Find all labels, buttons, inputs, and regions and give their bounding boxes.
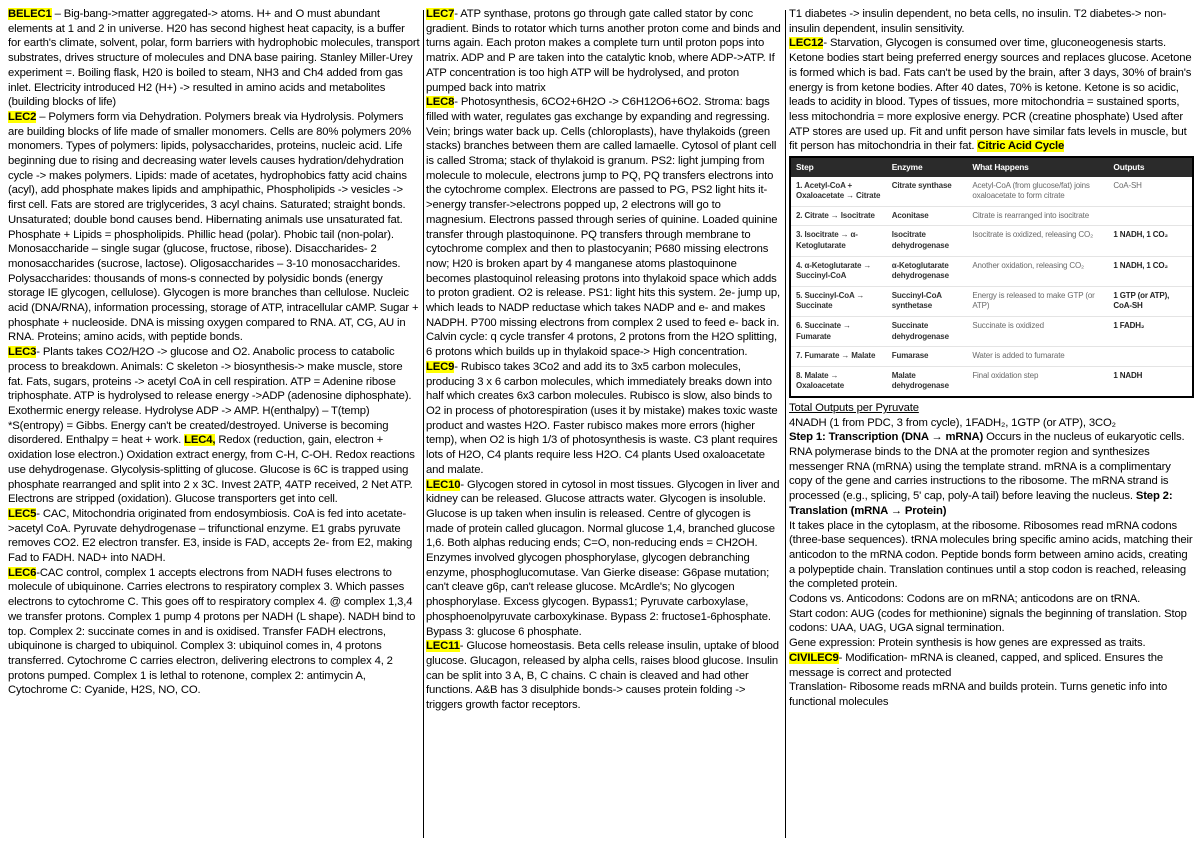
total-outputs-text: 4NADH (1 from PDC, 3 from cycle), 1FADH₂, 1GTP (or ATP), 3CO₂: [789, 416, 1116, 429]
table-cell: Succinate dehydrogenase: [887, 316, 968, 346]
note-lec8: [426, 95, 781, 360]
table-header: Enzyme: [887, 157, 968, 177]
step2-title: Step 2: Translation (mRNA → Protein): [789, 490, 1173, 517]
table-row: [790, 347, 1193, 367]
table-cell: Final oxidation step: [967, 366, 1108, 397]
table-cell: Citrate is rearranged into isocitrate: [967, 206, 1108, 226]
note-lec6: [8, 566, 420, 698]
note-text: - Rubisco takes 3Co2 and add its to 3x5 carbon molecules, producing 3 x 6 carbon molecules, which immediately breaks down into half which creates 6x3 carbon molecules. Rubisco is slow, also binds to O2 in process of photorespiration (uses it by mistake) makes toxic waste product and wastes H2O. Faster rubisco makes more errors (higher temp), when O2 is high 1/3 of photosynthesis is waste. C3 plant requires lots of H2O, C4 plants require less H2O. C4 plants Used oxaloacetate and malate.: [426, 360, 778, 476]
note-lec10: [426, 478, 781, 640]
lecture-label: BELEC1: [8, 8, 52, 20]
table-cell: 7. Fumarate → Malate: [790, 347, 887, 367]
table-row: [790, 206, 1193, 226]
note-translation-summary: Translation- Ribosome reads mRNA and builds protein. Turns genetic info into functional molecules: [789, 681, 1168, 708]
table-cell: 8. Malate → Oxaloacetate: [790, 366, 887, 397]
note-start-codon: Start codon: AUG (codes for methionine) signals the beginning of translation. Stop codons: UAA, UAG, UGA signal termination.: [789, 607, 1187, 635]
note-lec5: [8, 507, 420, 566]
lecture-label: LEC3: [8, 346, 37, 359]
column-divider: [785, 10, 786, 838]
table-cell: Isocitrate dehydrogenase: [887, 226, 968, 256]
column-2: [426, 7, 781, 837]
note-gene-expression: Gene expression: Protein synthesis is how genes are expressed as traits.: [789, 637, 1146, 650]
note-diabetes: T1 diabetes -> insulin dependent, no beta cells, no insulin. T2 diabetes-> non-insulin dependent, insulin sensitivity.: [789, 8, 1167, 35]
table-header: Step: [790, 157, 887, 177]
table-header: What Happens: [967, 157, 1108, 177]
note-lec11: [426, 639, 781, 713]
table-cell: 3. Isocitrate → α-Ketoglutarate: [790, 226, 887, 256]
lecture-label: LEC11: [426, 640, 460, 653]
note-text: - Starvation, Glycogen is consumed over time, gluconeogenesis starts. Ketone bodies start being preferred energy sources and replaces glucose. Acetone is formed which is bad. Fats can't be used by the brain, after 3 days, 30% of brain's energy is from ketone bodies. After 40 dates, 70% is ketone. Ketone is so acidic, leads to acidity in blood. Types of tissues, more mitochondria = sustained sports, less mitochondria = more explosive energy. PCR (creatine phosphate) Used after ATP stores are used up. Fit and unfit person have similar fats levels in muscle, but fit person has mitochondria in their fat.: [789, 37, 1192, 153]
lecture-label: LEC2: [8, 110, 37, 123]
column-1: [8, 7, 420, 837]
table-header-row: [790, 157, 1193, 177]
note-transcription: [789, 430, 1194, 518]
table-row: [790, 256, 1193, 286]
table-row: [790, 286, 1193, 316]
table-cell: 6. Succinate → Fumarate: [790, 316, 887, 346]
table-cell: CoA-SH: [1108, 177, 1193, 207]
note-lec2: [8, 110, 420, 345]
table-cell: 1 NADH, 1 CO₂: [1108, 256, 1193, 286]
note-lec9: [426, 360, 781, 478]
note-text: - Photosynthesis, 6CO2+6H2O -> C6H12O6+6O2. Stroma: bags filled with water, regulates gas exchange by expanding and regressing. Vein; brings water back up. Cells (chloroplasts), have thylakoids (green stacks) branches between them are called lamaelle. Cytosol of plant cell is called Stroma; stack of thylakoid is granum. PS2: light jumping from molecule to molecule, electrons jump to PQ, PQ transfers electrons into the cytochrome complex. Electrons are passed to PG, PS2 light hits it->energy transfer->electrons popped up, 2 electrons will go to magnesium. Electrons passed through series of quinine. Loaded quinine transfer through plastoquinone. PQ transfers through membrane to cytochrome complex and then to plastocyanin; P680 missing electrons now; H20 is broken apart by 4 manganese atoms plastoquinone becomes plastoquinol releasing protons into thylakoid space which adds to proton gradient. O2 is release. PS1: light hits this system. 2e- jump up, which leads to NADP reductase which takes NADP and e- and makes NADPH. P700 missing electrons from complex 2 used to feed e- back in. Calvin cycle: q cycle transfer 4 protons, 2 protons from the H2O splitting, 6 protons which builds up in thylakoid space-> High concentration.: [426, 96, 781, 359]
table-cell: Citrate synthase: [887, 177, 968, 207]
note-text: - Glycogen stored in cytosol in most tissues. Glycogen in liver and kidney can be released. Glucose attracts water. Glycogen is insoluble. Glucose is up taken when insulin is released. Centre of glycogen is made of protein called glucagon. Normal glucose 1,4, branched glucose 1,6. Both alphas reducing ends; C=O, non-reducing ends = CH2OH. Enzymes involved glycogen phosphorylase, glycogen debranching enzyme, phosphoglucomutase. Van Gierke disease: G6pase mutation; can't cleave g6p, can't release glucose. McArdle's; No glycogen phosphorylase. Excess glycogen. Bypass1; Pyruvate carboxylase, phosphoenolpyruvate carboxykinase. Bypass 2: fructose1-6phosphate. Bypass 3: glucose 6 phosphate.: [426, 478, 780, 638]
note-text: - Modification- mRNA is cleaned, capped, and spliced. Ensures the message is correct and protected: [789, 651, 1163, 679]
lecture-label: LEC9: [426, 360, 455, 373]
table-cell: Fumarase: [887, 347, 968, 367]
table-cell: 5. Succinyl-CoA → Succinate: [790, 286, 887, 316]
note-text: – Big-bang->matter aggregated-> atoms. H+ and O must abundant elements at 1 and 2 in universe. H20 has second highest heat capacity, is a buffer for earth's climate, solvent, polar, form barriers with hydrophobic molecules, transport substrates, drives structure of molecules and DNA base pairing. Stanley Miller-Urey experiment =. Boiling flask, H20 is boiled to steam, NH3 and Ch4 added from gas inlet. Electricity introduced H2 (H+) -> resulted in amino acids and metabolites (building blocks of life): [8, 8, 420, 109]
lecture-label: LEC8: [426, 96, 455, 109]
lecture-label: LEC10: [426, 478, 461, 491]
table-cell: Malate dehydrogenase: [887, 366, 968, 397]
table-cell: [1108, 347, 1193, 367]
table-cell: Aconitase: [887, 206, 968, 226]
column-3: [789, 7, 1194, 843]
note-text: Occurs in the nucleus of eukaryotic cells. RNA polymerase binds to the DNA at the promoter region and synthesizes messenger RNA (mRNA) using the template strand. mRNA is a complimentary copy of the gene and carries instructions to the ribosome. The mRNA strand is processed (e.g., splicing, 5' cap, poly-A tail) before leaving the nucleus.: [789, 431, 1185, 503]
table-cell: 1 GTP (or ATP), CoA-SH: [1108, 286, 1193, 316]
note-lec7: [426, 7, 781, 95]
table-cell: 1 NADH, 1 CO₂: [1108, 226, 1193, 256]
table-cell: Another oxidation, releasing CO₂: [967, 256, 1108, 286]
table-cell: 1 FADH₂: [1108, 316, 1193, 346]
note-text: - Glucose homeostasis. Beta cells release insulin, uptake of blood glucose. Glucagon, released by alpha cells, raises blood glucose. Insulin can be split into 3 A, B, C chains. C chain is cleaved and had other functions. A&B has 3 disulphide bonds-> causes protein folding -> triggers growth factor receptors.: [426, 640, 779, 712]
table-cell: Water is added to fumarate: [967, 347, 1108, 367]
lecture-label: CIVILEC9: [789, 651, 839, 664]
table-cell: Acetyl-CoA (from glucose/fat) joins oxaloacetate to form citrate: [967, 177, 1108, 207]
table-row: [790, 226, 1193, 256]
note-text: – Polymers form via Dehydration. Polymers break via Hydrolysis. Polymers are building blocks of life made of smaller monomers. Cells are 80% polymers 20% monomers. Types of polymers: lipids, polysaccharides, proteins, nucleic acid. Life beginning due to rising and decreasing water levels causes hydration/dehydration cycle -> makes polymers. Lipids: made of acetates, hydrophobics fatty acid chains (acyl), add phosphate makes lipids and amphipathic, Phospholipids -> vesicles -> first cell. Fats are stored are triglycerides, 3 acyl chains. Saturated; straight bonds. Unsaturated; double bond causes bend. Hibernating animals use unsaturated fat. Phosphate + Lipids = phospholipids. Phillic head (polar). Phobic tail (non-polar). Monosaccharide – single sugar (glucose, fructose, ribose). Disaccharides- 2 monosaccharides (sucrose, lactose). Oligosaccharides – 3-10 monosaccharides. Polysaccharides: thousands of mons-s connected by polysidic bonds (energy storage IE glycogen, cellulose). Glycogen is more branches than cellulose. Nucleic acid (DNA/RNA), information processing, storage of ATP, intracellular cAMP. Sugar + phosphate + nucleoside. DNA is missing oxygen compared to RNA. AT, CG, AU in RNA. Proteins; amino acids, with peptide bonds.: [8, 110, 419, 344]
table-cell: Succinate is oxidized: [967, 316, 1108, 346]
table-row: [790, 316, 1193, 346]
note-text: -CAC control, complex 1 accepts electrons from NADH fuses electrons to molecule of ubiquinone. Carries electrons to respiratory complex 3. Which passes electrons to cytochrome C. This goes off to respiratory complex 4. @ complex 1,3,4 we transfer protons. Complex 1 pump 4 protons per NADH (L shape). NADH bind to top. Complex 2: succinate comes in and is oxidised. Transfer FADH electrons, ubiquinone is charged to ubiquinol. Complex 3: ubiquinol comes in, 4 protons transferred. Cytochrome C carries electron, delivering electrons to complex 4, 2 protons pumped. Complex 1 is lethal to rotenone, complex 2: antimycin A, Cytochrome C: Cyanide, H2S, NO, CO.: [8, 566, 416, 697]
table-cell: Energy is released to make GTP (or ATP): [967, 286, 1108, 316]
table-cell: 1. Acetyl-CoA + Oxaloacetate → Citrate: [790, 177, 887, 207]
note-codons: Codons vs. Anticodons: Codons are on mRNA; anticodons are on tRNA.: [789, 593, 1141, 606]
lecture-label: LEC7: [426, 8, 455, 20]
step1-title: Step 1: Transcription (DNA → mRNA): [789, 431, 984, 444]
note-civilec9: [789, 651, 1194, 680]
note-text: - ATP synthase, protons go through gate called stator by conc gradient. Binds to rotator which turns another proton come and binds and turns again. Each proton makes a complete turn until proton pops into matrix. ADP and P are taken into the catalytic knob, where ADP->ATP. If ATP concentration is too high ATP will be hydrolysed, and proton pumped back into matrix: [426, 8, 781, 94]
note-belec1: [8, 7, 420, 110]
note-text: - CAC, Mitochondria originated from endosymbiosis. CoA is fed into acetate->acetyl CoA. Pyruvate dehydrogenase – trifunctional enzyme. E1 grabs pyruvate removes CO2. E2 electron transfer. E3, inside is FAD, accepts 2e- from E2, making Fad to FADH. NAD+ into NADH.: [8, 507, 413, 565]
note-lec12: [789, 36, 1194, 154]
note-translation: It takes place in the cytoplasm, at the ribosome. Ribosomes read mRNA codons (three-base sequences). tRNA molecules bring specific amino acids, matching their anticodon to the mRNA codon. Peptide bonds form between amino acids, creating a polypeptide chain. Translation continues until a stop codon is reached, releasing the completed protein.: [789, 519, 1193, 591]
citric-acid-cycle-table: [789, 156, 1194, 398]
citric-acid-cycle-label: Citric Acid Cycle: [977, 140, 1065, 153]
total-outputs-title: Total Outputs per Pyruvate: [789, 401, 919, 414]
column-divider: [423, 10, 424, 838]
table-cell: 1 NADH: [1108, 366, 1193, 397]
lecture-label: LEC6: [8, 566, 37, 579]
table-cell: [1108, 206, 1193, 226]
note-text: Redox (reduction, gain, electron + oxidation lose electron.) Oxidation extract energy, from C-H, C-OH. Redox reactions use dehydrogenase. Glycolysis-splitting of glucose. Glucose is 6C is trapped using phosphate rearranged and split into 2 x 3C. Invest 2ATP, 4ATP received, 2 Net ATP. Electrons are stripped (oxidation). Glucose transporters get into cell.: [8, 434, 415, 506]
table-header: Outputs: [1108, 157, 1193, 177]
table-row: [790, 177, 1193, 207]
lecture-label: LEC4,: [184, 434, 216, 447]
table-cell: 4. α-Ketoglutarate → Succinyl-CoA: [790, 256, 887, 286]
table-cell: 2. Citrate → Isocitrate: [790, 206, 887, 226]
table-cell: Isocitrate is oxidized, releasing CO₂: [967, 226, 1108, 256]
table-row: [790, 366, 1193, 397]
table-cell: Succinyl-CoA synthetase: [887, 286, 968, 316]
lecture-label: LEC5: [8, 507, 37, 520]
table-cell: α-Ketoglutarate dehydrogenase: [887, 256, 968, 286]
note-lec3-lec4: [8, 345, 420, 507]
note-text: - Plants takes CO2/H2O -> glucose and O2. Anabolic process to catabolic process to breakdown. Animals: C skeleton -> biosynthesis-> make muscle, store fat. Fats, sugars, proteins -> acetyl CoA in cell respiration. ATP = Adenine ribose triphosphate. ATP is hydrolysed to release energy ->ADP (adenosine diphosphate). Exothermic energy release. Hydrolyse ADP -> AMP. H(enthalpy) – T(temp) *S(entropy) = Gibbs. Energy can't be created/destroyed. Universe is becoming disordered. Enthalpy = heat + work.: [8, 346, 412, 447]
lecture-label: LEC12: [789, 37, 824, 50]
